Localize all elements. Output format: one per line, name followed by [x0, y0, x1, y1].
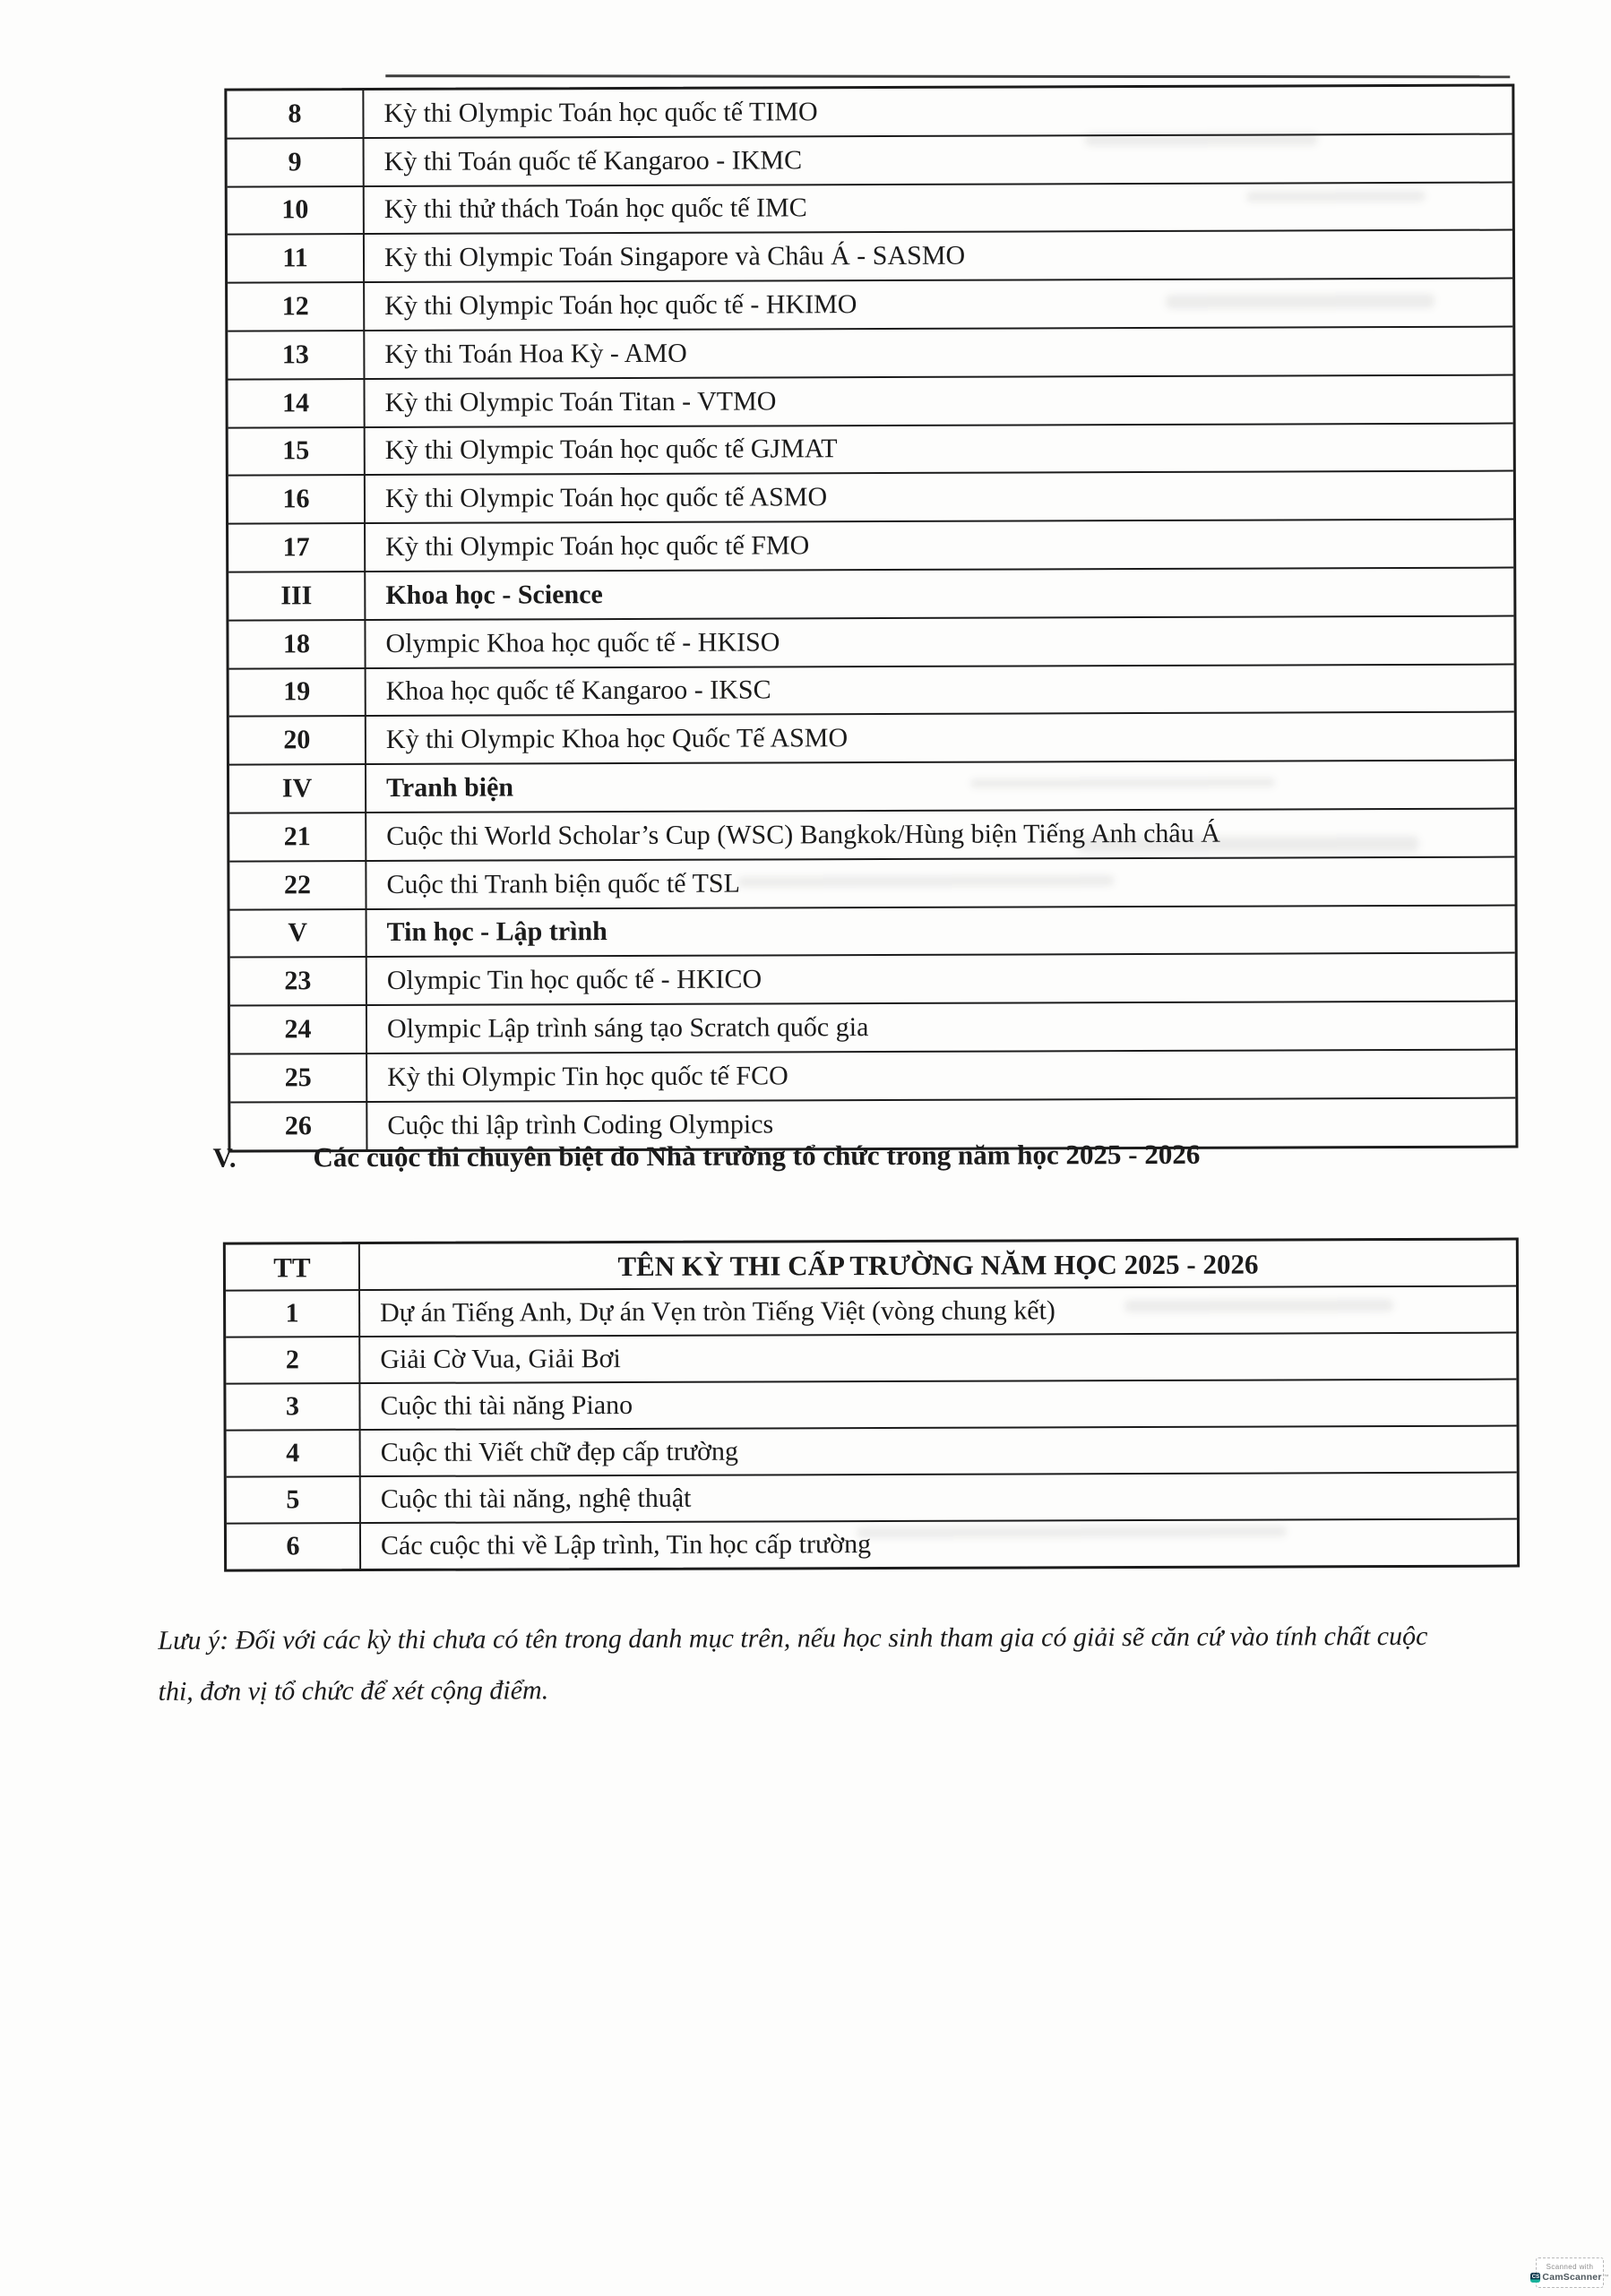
competitions-table	[224, 84, 1518, 1153]
row-number: 14	[228, 380, 365, 426]
table-row	[226, 1379, 1516, 1430]
row-number: 13	[228, 331, 365, 378]
row-name: Tranh biện	[386, 772, 514, 803]
row-name: Kỳ thi Toán Hoa Kỳ - AMO	[384, 338, 687, 369]
row-number: TT	[226, 1244, 360, 1290]
row-number: 18	[228, 621, 366, 667]
table-row	[228, 181, 1512, 234]
table-row	[230, 952, 1515, 1005]
row-number: 11	[228, 235, 365, 281]
row-number: 25	[230, 1054, 367, 1101]
row-name: Giải Cờ Vua, Giải Bơi	[380, 1344, 621, 1374]
table-row	[226, 1332, 1516, 1383]
row-name: Olympic Tin học quốc tế - HKICO	[386, 964, 762, 996]
row-name: TÊN KỲ THI CẤP TRƯỜNG NĂM HỌC 2025 - 2026	[617, 1248, 1259, 1282]
row-name: Cuộc thi tài năng, nghệ thuật	[380, 1483, 692, 1514]
table-row	[228, 326, 1512, 379]
row-name: Kỳ thi Olympic Tin học quốc tế FCO	[387, 1061, 788, 1092]
row-number: 6	[227, 1524, 361, 1569]
table-row	[229, 808, 1514, 861]
row-number: 9	[228, 139, 365, 185]
row-name: Cuộc thi Tranh biện quốc tế TSL	[386, 868, 740, 899]
row-number: 19	[229, 669, 366, 716]
row-name: Kỳ thi Olympic Toán học quốc tế GJMAT	[384, 434, 838, 466]
row-name: Dự án Tiếng Anh, Dự án Vẹn tròn Tiếng Việt (vòng chung kết)	[380, 1295, 1055, 1328]
row-name: Cuộc thi tài năng Piano	[380, 1389, 633, 1421]
row-number: 15	[228, 428, 366, 475]
row-name: Khoa học quốc tế Kangaroo - IKSC	[385, 675, 771, 707]
table-row	[230, 904, 1515, 957]
note-text: Lưu ý: Đối với các kỳ thi chưa có tên trong danh mục trên, nếu học sinh tham gia có giải sẽ căn cứ vào tính chất cuộc thi, đơn vị tổ chức để xét cộng điểm.	[158, 1621, 1428, 1707]
scan-artifact	[737, 875, 1114, 887]
scan-artifact	[857, 1526, 1287, 1538]
section-title: Các cuộc thi chuyên biệt do Nhà trường tổ chức trong năm học 2025 - 2026	[313, 1138, 1201, 1174]
table-row	[228, 470, 1513, 523]
row-name: Cuộc thi World Scholar’s Cup (WSC) Bangkok/Hùng biện Tiếng Anh châu Á	[386, 818, 1220, 851]
scan-artifact	[1078, 836, 1418, 853]
school-contests-table	[223, 1238, 1520, 1572]
row-name: Olympic Lập trình sáng tạo Scratch quốc gia	[386, 1012, 869, 1044]
scan-stray-line	[385, 74, 1510, 78]
row-number: 1	[226, 1291, 360, 1337]
row-number: 2	[226, 1337, 360, 1383]
row-name: Cuộc thi Viết chữ đẹp cấp trường	[380, 1436, 738, 1467]
row-number: 16	[228, 476, 366, 522]
row-name: Kỳ thi Olympic Toán Titan - VTMO	[384, 386, 777, 417]
row-name: Kỳ thi Olympic Toán học quốc tế - HKIMO	[384, 289, 857, 322]
table-row	[230, 1048, 1515, 1101]
row-name: Olympic Khoa học quốc tế - HKISO	[385, 627, 780, 658]
scan-artifact	[1085, 133, 1318, 146]
row-number: 5	[227, 1477, 361, 1523]
table-row	[227, 1472, 1517, 1523]
table-row	[228, 422, 1513, 475]
row-number: 3	[226, 1384, 360, 1430]
scanned-with-label: Scanned with	[1546, 2263, 1594, 2271]
table-row	[227, 1518, 1517, 1569]
table-row	[227, 87, 1512, 138]
table-row	[229, 711, 1514, 764]
row-name: Kỳ thi Toán quốc tế Kangaroo - IKMC	[383, 145, 803, 176]
row-number: 22	[229, 862, 366, 908]
camscanner-app-name: CamScanner	[1542, 2272, 1602, 2283]
scan-artifact	[1124, 1299, 1393, 1312]
table-row	[229, 663, 1514, 716]
row-name: Kỳ thi Olympic Toán Singapore và Châu Á - SASMO	[383, 240, 966, 273]
row-number: 24	[230, 1006, 367, 1053]
row-number: 12	[228, 283, 365, 330]
row-name: Khoa học - Science	[385, 579, 603, 610]
table-row	[228, 229, 1512, 282]
row-number: 17	[228, 524, 366, 571]
row-name: Tin học - Lập trình	[386, 916, 607, 948]
table-row	[228, 615, 1513, 667]
scan-artifact	[970, 778, 1275, 787]
row-number: III	[228, 572, 366, 619]
row-number: IV	[229, 765, 366, 812]
section-numeral: V.	[212, 1141, 237, 1174]
row-name: Kỳ thi Olympic Toán học quốc tế FMO	[385, 530, 810, 563]
row-name: Kỳ thi Olympic Toán học quốc tế TIMO	[383, 97, 818, 128]
row-name: Kỳ thi Olympic Toán học quốc tế ASMO	[384, 482, 828, 514]
camscanner-watermark	[1531, 2257, 1609, 2288]
table-row	[228, 519, 1513, 572]
row-number: 21	[229, 813, 366, 860]
table-row	[228, 374, 1512, 426]
table-row	[230, 1001, 1515, 1053]
row-number: 4	[227, 1431, 361, 1476]
row-number: 26	[230, 1103, 367, 1149]
camscanner-logo-icon: CS	[1530, 2273, 1540, 2283]
row-name: Kỳ thi thử thách Toán học quốc tế IMC	[383, 193, 807, 225]
scan-artifact	[1166, 294, 1434, 309]
row-number: 23	[230, 958, 367, 1004]
row-number: 20	[229, 717, 366, 763]
scan-artifact	[1246, 191, 1426, 202]
table-row	[228, 567, 1513, 620]
table-header-row	[226, 1241, 1516, 1290]
trademark-mark: ™	[1603, 2275, 1609, 2280]
table-row	[229, 760, 1514, 813]
row-number: V	[230, 910, 367, 957]
row-name: Cuộc thi lập trình Coding Olympics	[387, 1109, 774, 1140]
row-name: Các cuộc thi về Lập trình, Tin học cấp trường	[380, 1529, 872, 1561]
row-number: 8	[227, 90, 364, 137]
row-name: Kỳ thi Olympic Khoa học Quốc Tế ASMO	[385, 723, 849, 755]
row-number: 10	[228, 187, 365, 234]
table-row	[228, 133, 1512, 185]
table-row	[227, 1425, 1517, 1476]
